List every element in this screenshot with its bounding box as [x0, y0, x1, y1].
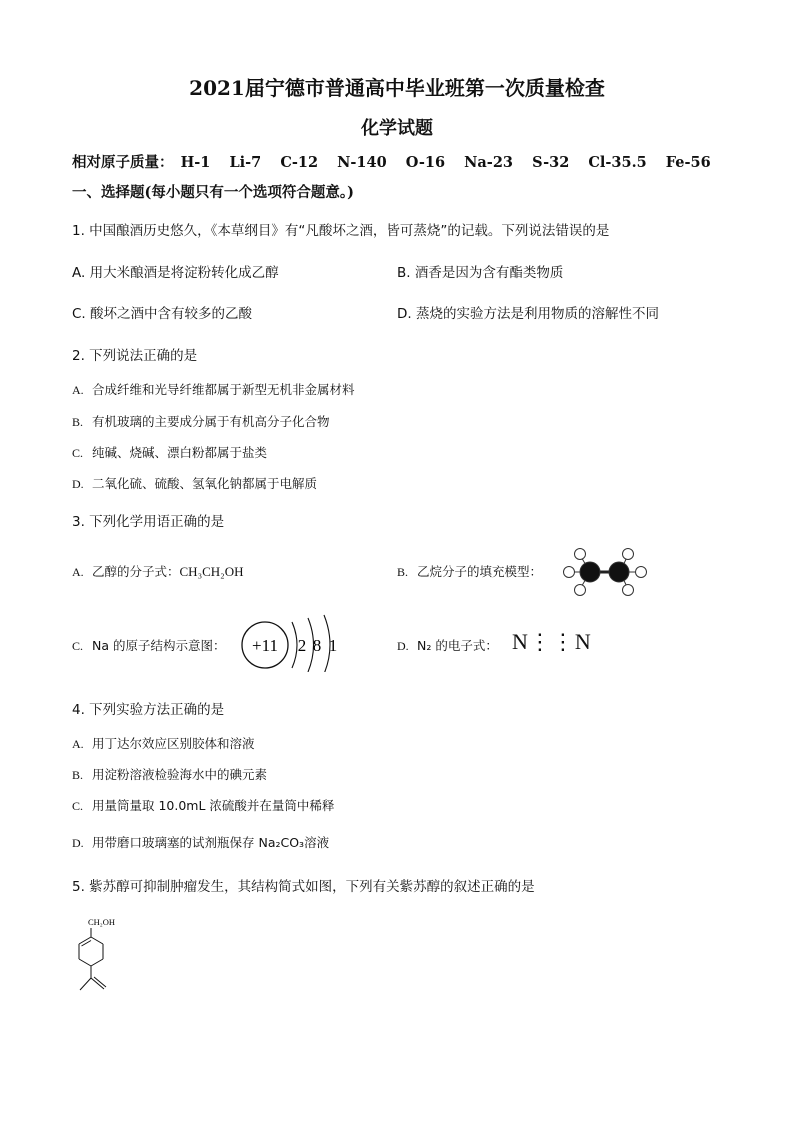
structure-label: CH₂OH: [88, 917, 116, 927]
mass-cl: Cl-35.5: [588, 154, 647, 171]
option-letter: B.: [72, 415, 84, 429]
q1-option-a: A. 用大米酿酒是将淀粉转化成乙醇: [72, 265, 279, 281]
q3-option-c: [72, 636, 225, 654]
q1-option-c: C. 酸坏之酒中含有较多的乙酸: [72, 306, 253, 322]
mass-fe: Fe-56: [665, 154, 711, 171]
option-letter: C.: [72, 639, 84, 653]
hydrogen-atom: [636, 567, 647, 578]
mass-s: S-32: [532, 154, 570, 171]
option-letter: A.: [72, 737, 84, 751]
option-text: 用量筒量取 10.0mL 浓硫酸并在量筒中稀释: [92, 798, 335, 813]
option-letter: B.: [397, 565, 409, 579]
option-letter: C.: [72, 446, 84, 460]
option-text: 有机玻璃的主要成分属于有机高分子化合物: [92, 414, 330, 429]
option-text: 合成纤维和光导纤维都属于新型无机非金属材料: [92, 382, 355, 397]
q1-option-d: D. 蒸烧的实验方法是利用物质的溶解性不同: [397, 306, 659, 322]
electron-shell-arc: [292, 622, 297, 668]
ethanol-formula: CH₃CH₂OH: [179, 564, 244, 579]
q3-option-d: [397, 636, 498, 654]
hydrogen-atom: [575, 585, 586, 596]
q2-option-a: [72, 380, 355, 398]
q3-option-b: [397, 562, 542, 580]
option-letter: A.: [72, 383, 84, 397]
carbon-atom: [609, 562, 629, 582]
q2-stem: 2. 下列说法正确的是: [72, 348, 198, 364]
option-text: 纯碱、烧碱、漂白粉都属于盐类: [92, 445, 268, 460]
q3-option-a: [72, 562, 243, 580]
q2-option-b: [72, 412, 330, 430]
q4-option-d: [72, 833, 329, 851]
q2-option-d: [72, 474, 317, 492]
perillyl-alcohol-structure: [66, 915, 136, 997]
nitrogen-electron-formula: N⋮⋮N: [512, 629, 592, 654]
option-text: Na 的原子结构示意图：: [92, 638, 226, 653]
skeletal-formula: [79, 928, 106, 990]
q2-option-c: [72, 443, 267, 461]
sodium-atomic-structure: [238, 608, 350, 672]
option-letter: A.: [72, 565, 84, 579]
option-letter: D.: [72, 477, 84, 491]
option-letter: C.: [72, 799, 84, 813]
subject-title: 化学试题: [361, 118, 433, 139]
mass-n: N-140: [337, 154, 387, 171]
option-letter: D.: [72, 836, 84, 850]
option-text: 用丁达尔效应区别胶体和溶液: [92, 736, 255, 751]
option-letter: D.: [397, 639, 409, 653]
exam-title: 2021届宁德市普通高中毕业班第一次质量检查: [189, 76, 605, 100]
option-text: 用淀粉溶液检验海水中的碘元素: [92, 767, 268, 782]
q4-option-a: [72, 734, 255, 752]
option-letter: B.: [72, 768, 84, 782]
q4-stem: 4. 下列实验方法正确的是: [72, 702, 225, 718]
hydrogen-atom: [623, 585, 634, 596]
shell-electrons-3: 1: [328, 636, 338, 655]
ethane-space-filling-model: [558, 545, 650, 599]
q3-stem: 3. 下列化学用语正确的是: [72, 514, 225, 530]
hydrogen-atom: [564, 567, 575, 578]
carbon-atom: [580, 562, 600, 582]
atomic-masses-label: 相对原子质量：: [72, 154, 174, 171]
section-heading: 一、选择题(每小题只有一个选项符合题意。): [72, 184, 354, 201]
mass-o: O-16: [405, 154, 446, 171]
option-text: N₂ 的电子式：: [417, 638, 498, 653]
hydrogen-atom: [575, 549, 586, 560]
nucleus-charge: +11: [252, 636, 278, 655]
mass-na: Na-23: [464, 154, 514, 171]
q1-option-b: B. 酒香是因为含有酯类物质: [397, 265, 564, 281]
mass-h: H-1: [180, 154, 211, 171]
option-text: 二氧化硫、硫酸、氢氧化钠都属于电解质: [92, 476, 318, 491]
option-text: 乙醇的分子式：: [92, 564, 180, 579]
option-text: 用带磨口玻璃塞的试剂瓶保存 Na₂CO₃溶液: [92, 835, 330, 850]
q5-stem: 5. 紫苏醇可抑制肿瘤发生，其结构简式如图，下列有关紫苏醇的叙述正确的是: [72, 879, 535, 895]
hydrogen-atom: [623, 549, 634, 560]
option-text: 乙烷分子的填充模型：: [417, 564, 543, 579]
mass-li: Li-7: [229, 154, 262, 171]
q4-option-b: [72, 765, 267, 783]
q1-stem: 1. 中国酿酒历史悠久，《本草纲目》有“凡酸坏之酒，皆可蒸烧”的记载。下列说法错误的是: [72, 223, 610, 239]
mass-c: C-12: [280, 154, 319, 171]
shell-electrons-1: 2: [297, 636, 307, 655]
shell-electrons-2: 8: [312, 636, 322, 655]
q4-option-c: [72, 796, 334, 814]
atomic-masses: [72, 151, 725, 172]
